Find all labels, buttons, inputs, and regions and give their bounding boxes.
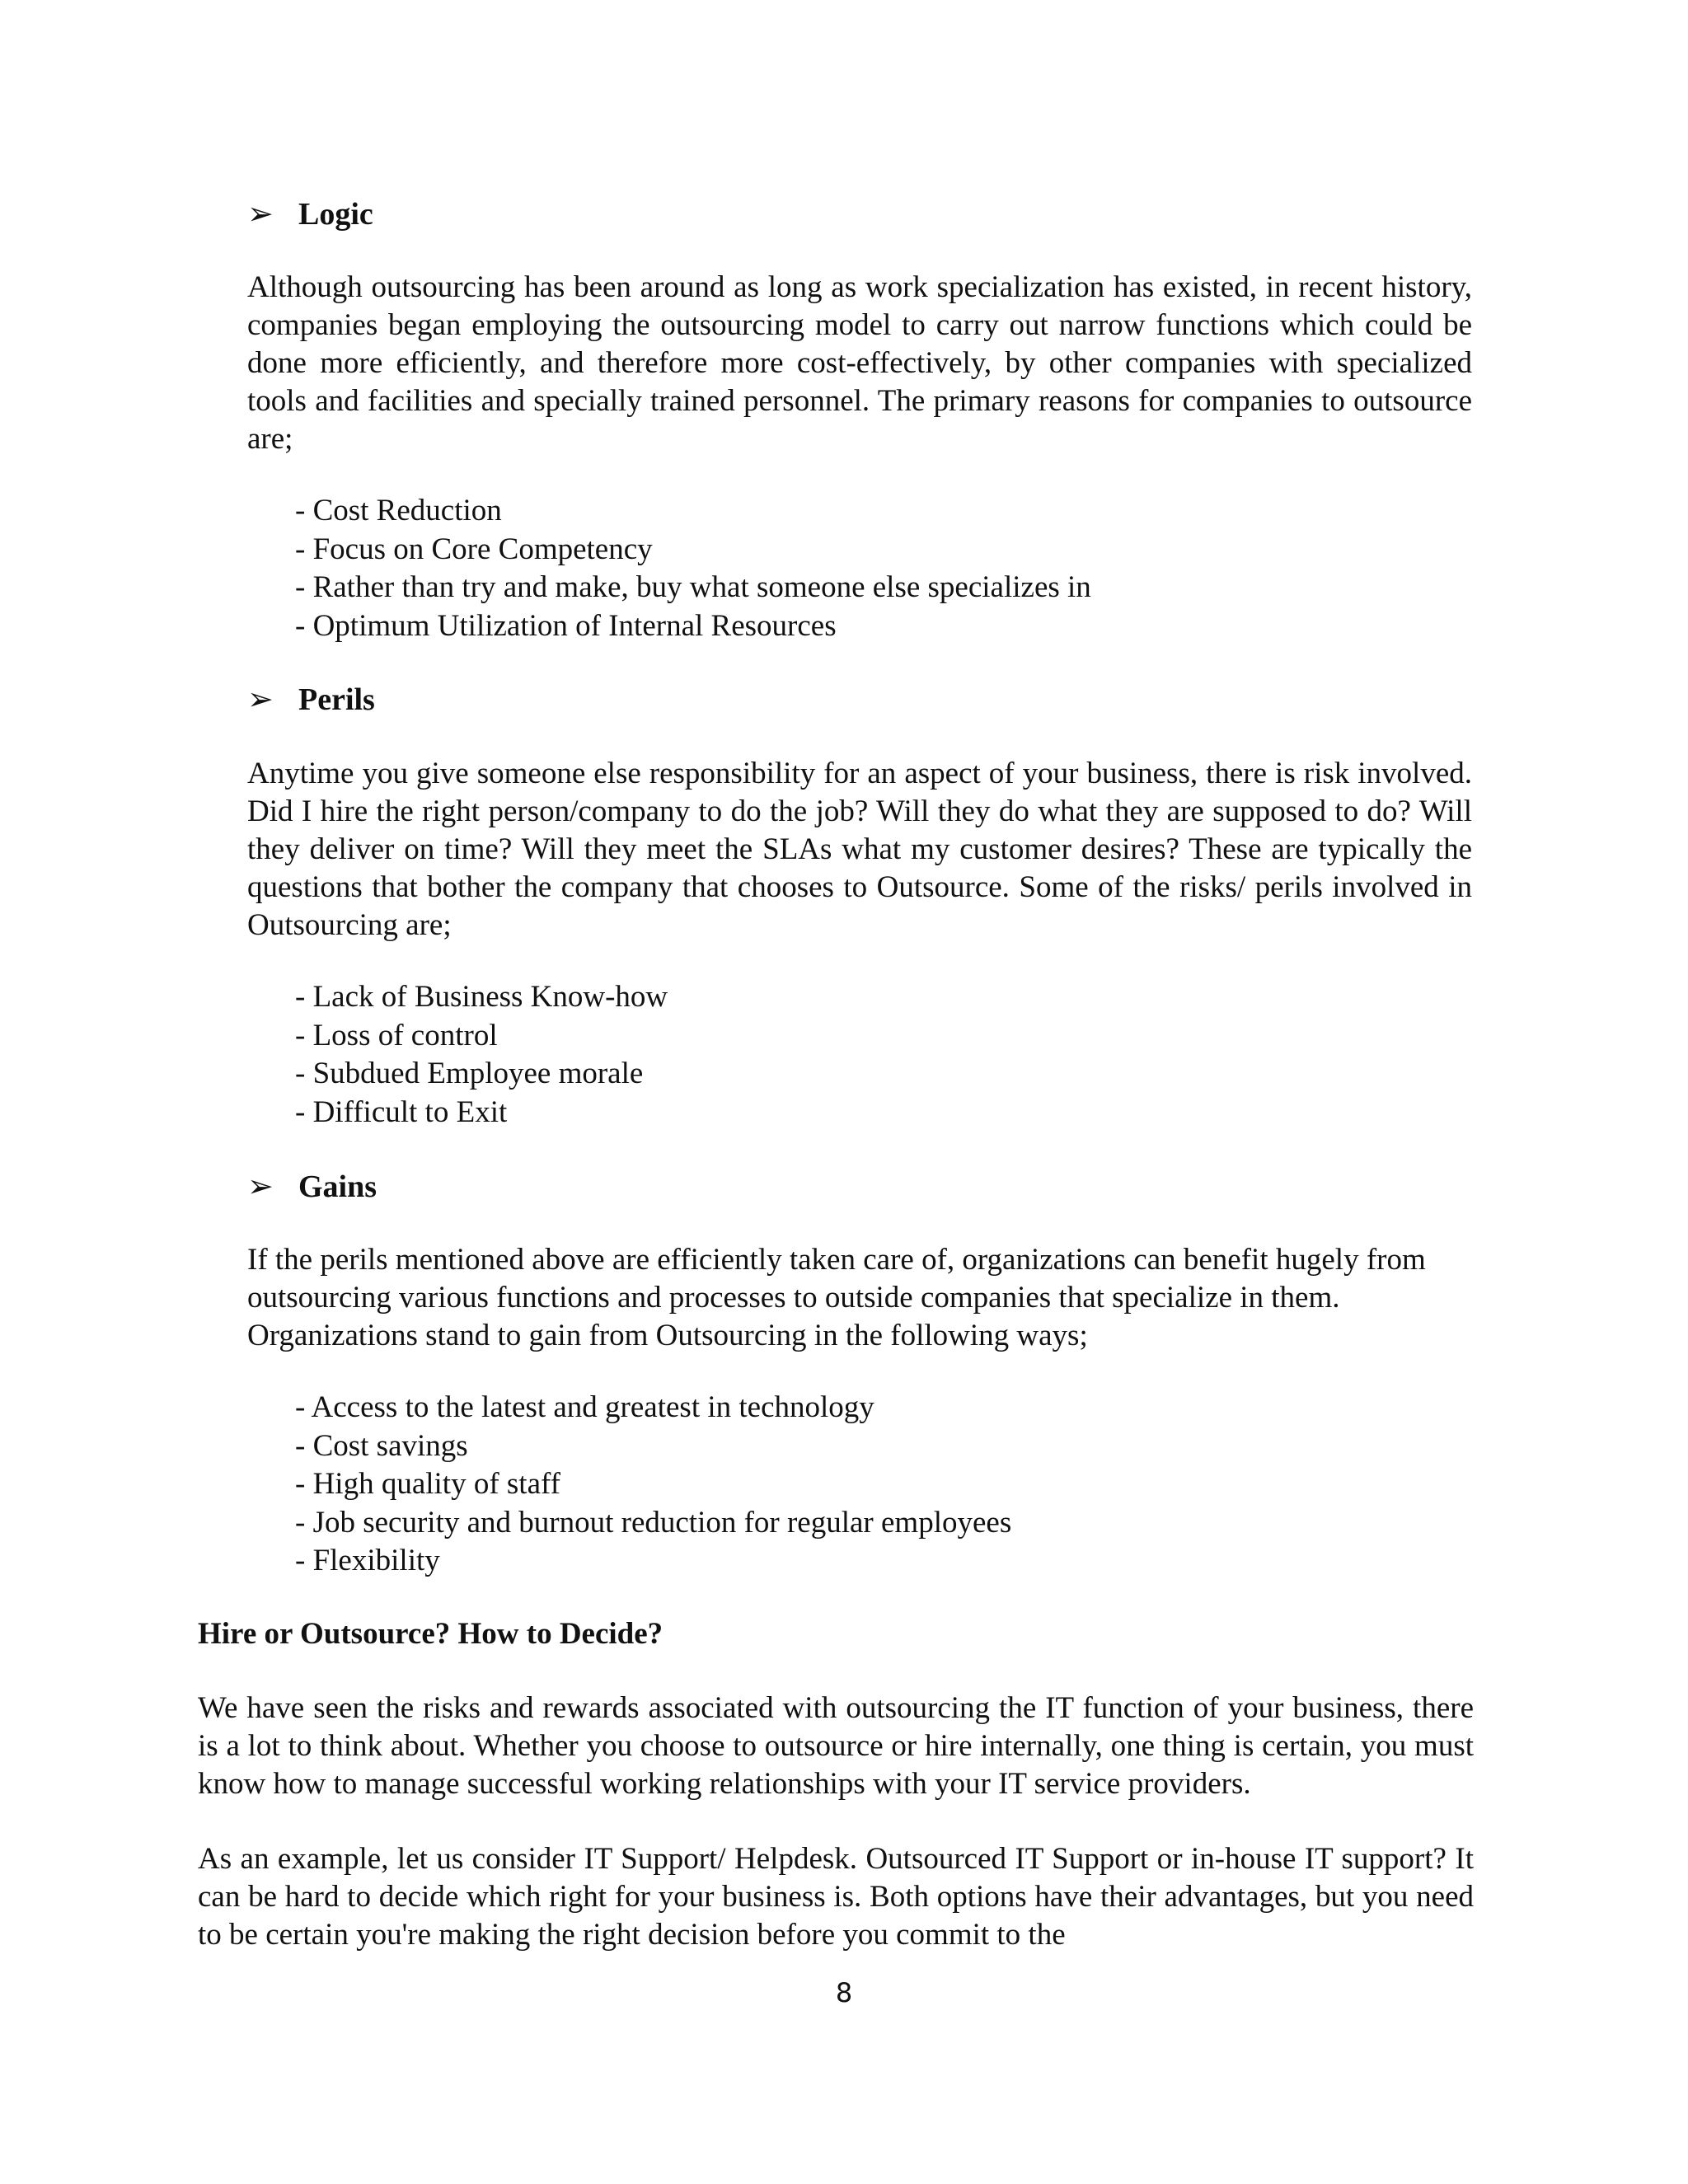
list-item: - Flexibility — [295, 1544, 440, 1577]
arrowhead-bullet-icon: ➢ — [247, 1169, 274, 1204]
list-item: - Subdued Employee morale — [295, 1057, 644, 1090]
logic-paragraph: Although outsourcing has been around as long as work specialization has existed, in recent history, companies began employing the outsourcing model to carry out narrow functions which could be done more efficiently, and therefore more cost-effectively, by other companies with specialized tools and facilities and specially trained personnel. The primary reasons for companies to outsource are; — [247, 270, 1472, 456]
list-item: - Rather than try and make, buy what someone else specializes in — [295, 570, 1091, 604]
list-item: - Focus on Core Competency — [295, 532, 653, 566]
gains-paragraph: If the perils mentioned above are efficiently taken care of, organizations can benefit hugely from outsourcing various functions and processes to outside companies that specialize in them. Organizations stand to gain from Outsourcing in the following ways; — [247, 1243, 1426, 1352]
list-item: - Cost Reduction — [295, 494, 502, 527]
list-item: - Optimum Utilization of Internal Resources — [295, 608, 837, 643]
main-heading: Hire or Outsource? How to Decide? — [198, 1617, 663, 1651]
section-heading-logic — [247, 195, 373, 233]
list-item: - High quality of staff — [295, 1467, 560, 1501]
list-item: - Access to the latest and greatest in technology — [295, 1390, 874, 1424]
body-paragraph: As an example, let us consider IT Support/ Helpdesk. Outsourced IT Support or in-house IT support? It can be hard to decide which right for your business is. Both options have their advantages, but you need to be certain you're making the right decision before you commit to the — [198, 1842, 1474, 1952]
list-item: - Job security and burnout reduction for regular employees — [295, 1505, 1012, 1540]
section-heading-perils — [247, 681, 375, 719]
section-heading-label: Gains — [298, 1169, 377, 1204]
section-heading-gains — [247, 1168, 377, 1206]
list-item: - Lack of Business Know-how — [295, 980, 668, 1014]
section-heading-label: Perils — [298, 682, 375, 717]
page-number: 8 — [835, 1977, 853, 2008]
perils-paragraph: Anytime you give someone else responsibility for an aspect of your business, there is risk involved. Did I hire the right person/company to do the job? Will they do what they are supposed to do? Will they deliver on time? Will they meet the SLAs what my customer desires? These are typically the questions that bother the company that chooses to Outsource. Some of the risks/ perils involved in Outsourcing are; — [247, 757, 1472, 942]
list-item: - Cost savings — [295, 1428, 468, 1463]
arrowhead-bullet-icon: ➢ — [247, 682, 274, 717]
perils-risks-list — [295, 978, 668, 1132]
arrowhead-bullet-icon: ➢ — [247, 197, 274, 232]
list-item: - Loss of control — [295, 1018, 498, 1052]
logic-reasons-list — [295, 492, 1091, 645]
body-paragraph: We have seen the risks and rewards associated with outsourcing the IT function of your business, there is a lot to think about. Whether you choose to outsource or hire internally, one thing is certain, you must know how to manage successful working relationships with your IT service providers. — [198, 1691, 1474, 1801]
gains-benefits-list — [295, 1389, 1011, 1581]
list-item: - Difficult to Exit — [295, 1094, 508, 1129]
section-heading-label: Logic — [298, 197, 373, 232]
